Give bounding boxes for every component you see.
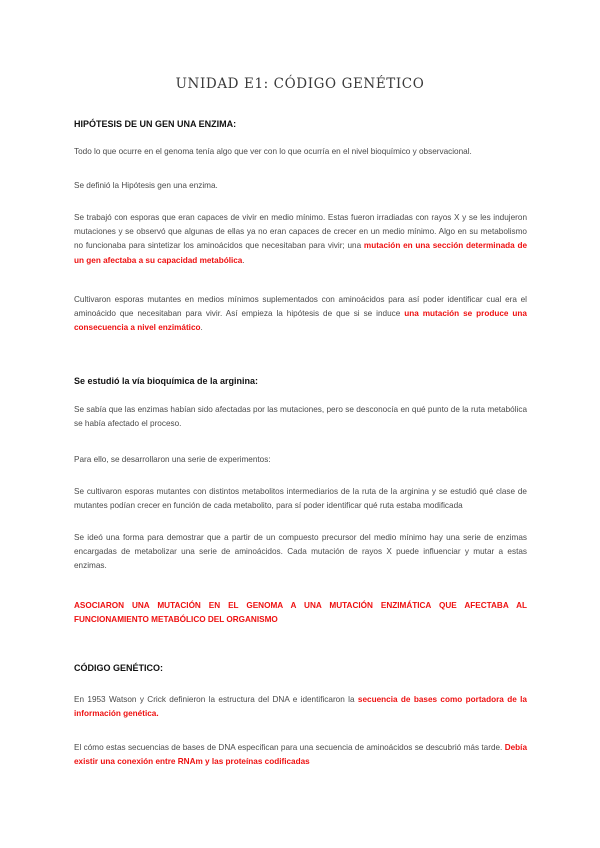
paragraph — [74, 693, 527, 721]
paragraph-text: Para ello, se desarrollaron una serie de experimentos: — [74, 455, 271, 464]
paragraph-text: . — [200, 323, 203, 333]
paragraph — [74, 485, 527, 513]
paragraph-text: Cultivaron esporas mutantes en medios mínimos suplementados con aminoácidos para así poder identificar cual era el aminoácido que necesitaban para vivir. Así empieza la hipótesis de que si se induce — [74, 295, 527, 319]
paragraph — [74, 211, 527, 268]
paragraph-text: En 1953 Watson y Crick definieron la estructura del DNA e identificaron la — [74, 695, 358, 704]
paragraph-text: Todo lo que ocurre en el genoma tenía algo que ver con lo que ocurría en el nivel bioquímico y observacional. — [74, 147, 472, 156]
section-heading-gen-enzima: HIPÓTESIS DE UN GEN UNA ENZIMA: — [74, 119, 237, 129]
paragraph — [74, 453, 527, 467]
highlighted-text: una mutación se produce una consecuencia a nivel enzimático — [74, 309, 527, 333]
paragraph — [74, 145, 527, 159]
section-heading-arginina: Se estudió la vía bioquímica de la arginina: — [74, 376, 259, 386]
highlighted-text: mutación en una sección determinada de un gen afectaba a su capacidad metabólica — [74, 241, 528, 265]
highlighted-text: secuencia de bases como portadora de la información genética. — [74, 695, 527, 719]
paragraph-text: Se trabajó con esporas que eran capaces de vivir en medio mínimo. Estas fueron irradiadas con rayos X y se les indujeron mutaciones y se observó que algunas de ellas ya no eran capaces de crecer en un medio mínimo. Algo en su metabolismo no funcionaba para sintetizar los aminoácidos que necesitaban para vivir; una — [74, 213, 527, 251]
paragraph-text: Se cultivaron esporas mutantes con distintos metabolitos intermediarios de la ruta de la arginina y se estudió qué clase de mutantes podían crecer en función de cada metabolito, para sí poder identificar qué ruta estaba modificada — [74, 487, 527, 511]
paragraph — [74, 293, 527, 336]
page-title: UNIDAD E1: CÓDIGO GENÉTICO — [175, 76, 425, 92]
paragraph — [74, 403, 527, 431]
paragraph-text: Se ideó una forma para demostrar que a partir de un compuesto precursor del medio mínimo hay una serie de enzimas encargadas de metabolizar una serie de aminoácidos. Cada mutación de rayos X puede influenciar y mutar a estas enzimas. — [74, 533, 527, 571]
conclusion-highlight: ASOCIARON UNA MUTACIÓN EN EL GENOMA A UNA MUTACIÓN ENZIMÁTICA QUE AFECTABA AL FUNCIONAMIENTO METABÓLICO DEL ORGANISMO — [74, 601, 527, 625]
paragraph — [74, 531, 527, 574]
paragraph — [74, 741, 527, 769]
paragraph-text: El cómo estas secuencias de bases de DNA especifican para una secuencia de aminoácidos se descubrió más tarde. — [74, 743, 505, 752]
paragraph — [74, 179, 527, 193]
paragraph-text: . — [242, 255, 245, 265]
paragraph-text: Se definió la Hipótesis gen una enzima. — [74, 181, 218, 190]
section-heading-codigo-genetico: CÓDIGO GENÉTICO: — [74, 663, 164, 673]
paragraph-text: Se sabía que las enzimas habían sido afectadas por las mutaciones, pero se desconocía en qué punto de la ruta metabólica se había afectado el proceso. — [74, 405, 527, 429]
highlighted-text: Debía existir una conexión entre RNAm y las proteínas codificadas — [74, 743, 527, 767]
